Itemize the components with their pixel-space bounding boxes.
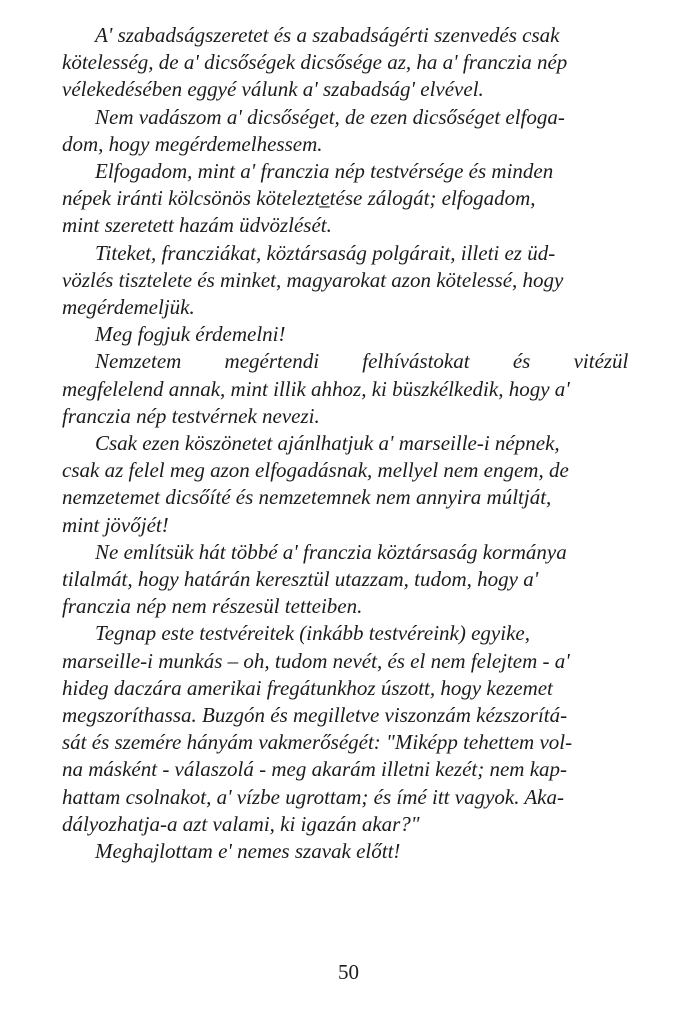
paragraph (62, 838, 636, 865)
text-line: Csak ezen köszönetet ajánlhatjuk a' marseille-i népnek, (95, 431, 560, 456)
text-line: Ne említsük hát többé a' franczia köztársaság kormánya (95, 539, 567, 564)
text-line: marseille-i munkás – oh, tudom nevét, és el nem felejtem - a' (62, 648, 570, 673)
text-line: A' szabadságszeretet és a szabadságérti szenvedés csak (95, 23, 560, 47)
text-line: népek iránti kölcsönös kötelezte̲tése zálogát; elfogadom, (62, 186, 536, 211)
text-line: megérdemeljük. (62, 295, 195, 320)
text-line: vözlés tisztelete és minket, magyarokat azon kötelessé, hogy (62, 267, 564, 292)
paragraph (62, 348, 636, 430)
text-line: dom, hogy megérdemelhessem. (62, 131, 323, 156)
text-line: nemzetemet dicsőíté és nemzetemnek nem annyira múltját, (62, 485, 552, 510)
text-line: megfelelend annak, mint illik ahhoz, ki büszkélkedik, hogy a' (62, 376, 570, 401)
paragraph (62, 321, 636, 348)
text-line: Meghajlottam e' nemes szavak előtt! (95, 839, 401, 864)
paragraph (62, 104, 636, 158)
page-number: 50 (338, 960, 359, 984)
text-line: tilalmát, hogy határán keresztül utazzam, tudom, hogy a' (62, 567, 539, 592)
paragraph (62, 539, 636, 621)
text-line: dályozhatja-a azt valami, ki igazán akar?" (62, 811, 420, 836)
text-line: sát és szemére hányám vakmerőségét: "Miképp tehettem vol- (62, 730, 573, 755)
paragraph (62, 22, 636, 104)
text-line: vélekedésében eggyé válunk a' szabadság' elvével. (62, 77, 484, 102)
text-line: Nem vadászom a' dicsőséget, de ezen dicsőséget elfoga- (95, 104, 565, 129)
text-line: hattam csolnakot, a' vízbe ugrottam; és ímé itt vagyok. Aka- (62, 784, 564, 809)
text-line: Nemzetem megértendi felhívástokat és vitézül (95, 349, 629, 374)
text-line: Meg fogjuk érdemelni! (95, 322, 286, 347)
text-line: franczia nép testvérnek nevezi. (62, 403, 320, 428)
text-line: franczia nép nem részesül tetteiben. (62, 594, 363, 619)
paragraph (62, 158, 636, 240)
text-line: megszoríthassa. Buzgón és megilletve viszonzám kézszorítá- (62, 703, 568, 728)
text-line: na másként - válaszolá - meg akarám illetni kezét; nem kap- (62, 757, 568, 782)
paragraph (62, 430, 636, 539)
paragraph (62, 620, 636, 838)
text-line: hideg daczára amerikai fregátunkhoz úszott, hogy kezemet (62, 675, 553, 700)
text-line: Tegnap este testvéreitek (inkább testvéreink) egyike, (95, 621, 530, 646)
text-line: Titeket, francziákat, köztársaság polgárait, illeti ez üd- (95, 240, 556, 265)
text-line: mint szeretett hazám üdvözlését. (62, 213, 332, 238)
text-line: kötelesség, de a' dicsőségek dicsősége az, ha a' franczia nép (62, 50, 568, 75)
text-line: mint jövőjét! (62, 512, 169, 537)
text-line: csak az felel meg azon elfogadásnak, mellyel nem engem, de (62, 458, 569, 483)
paragraph (62, 240, 636, 322)
page-body (62, 22, 636, 865)
text-line: Elfogadom, mint a' franczia nép testvérsége és minden (95, 159, 554, 184)
